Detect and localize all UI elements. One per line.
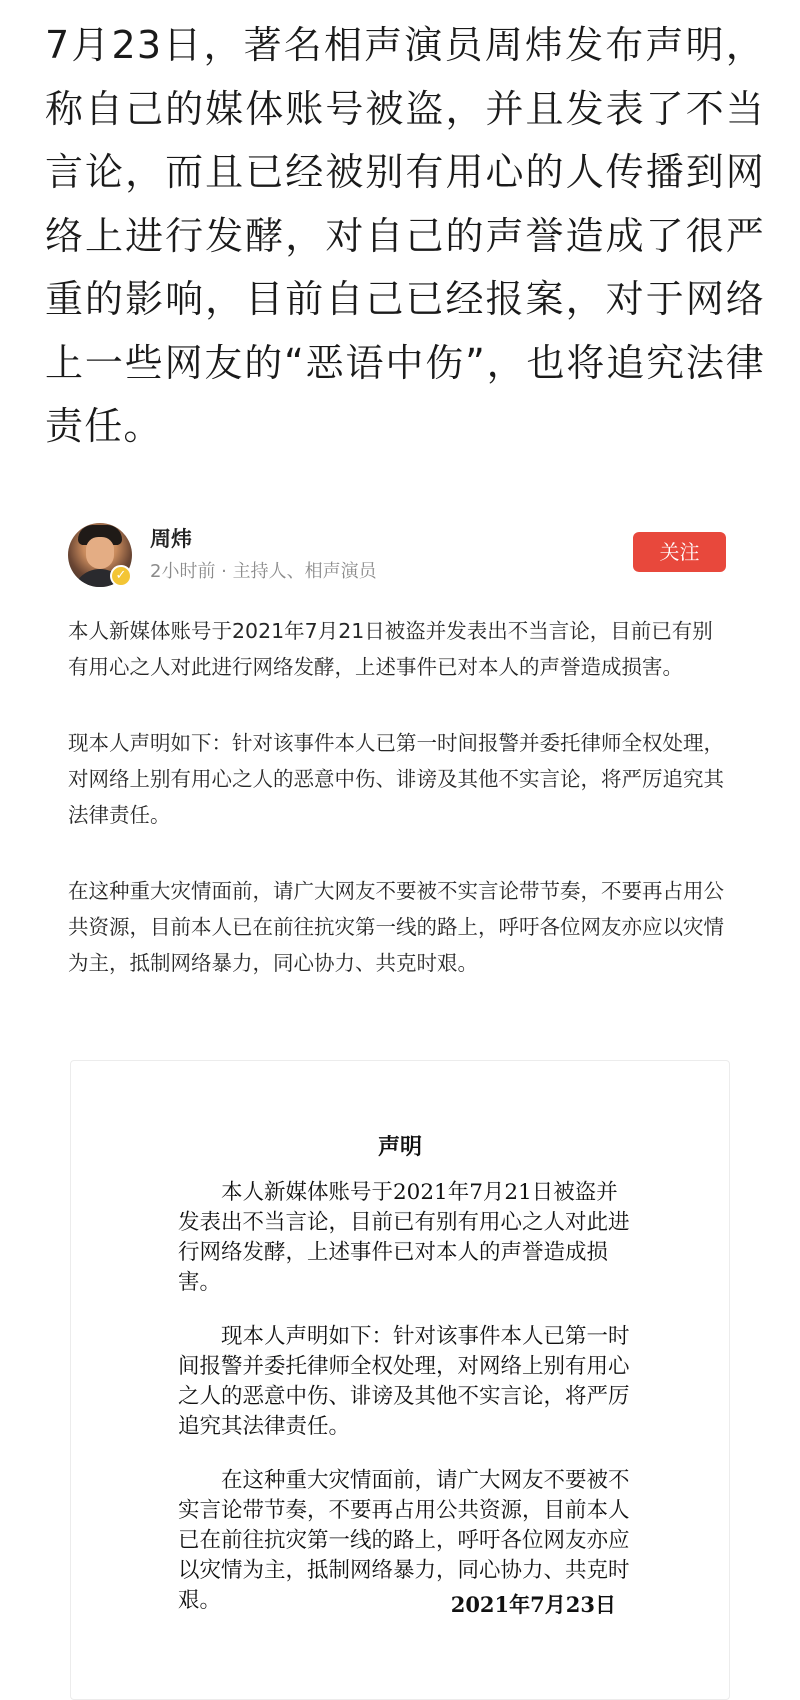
follow-button[interactable]: 关注 <box>633 532 726 572</box>
user-name[interactable]: 周炜 <box>150 527 192 551</box>
post-paragraph-2: 现本人声明如下：针对该事件本人已第一时间报警并委托律师全权处理，对网络上别有用心之人的恶意中伤、诽谤及其他不实言论，将严厉追究其法律责任。 <box>68 731 724 827</box>
statement-paragraph-1: 本人新媒体账号于2021年7月21日被盗并发表出不当言论，目前已有别有用心之人对此进行网络发酵，上述事件已对本人的声誉造成损害。 <box>178 1180 630 1295</box>
statement-date: 2021年7月23日 <box>450 1592 616 1617</box>
statement-image[interactable] <box>70 1060 730 1700</box>
post-paragraph-3: 在这种重大灾情面前，请广大网友不要被不实言论带节奏，不要再占用公共资源，目前本人已在前往抗灾第一线的路上，呼吁各位网友亦应以灾情为主，抵制网络暴力，同心协力、共克时艰。 <box>68 879 724 975</box>
post-paragraph-1: 本人新媒体账号于2021年7月21日被盗并发表出不当言论，目前已有别有用心之人对此进行网络发酵，上述事件已对本人的声誉造成损害。 <box>68 619 713 679</box>
article-paragraph: 7月23日，著名相声演员周炜发布声明，称自己的媒体账号被盗，并且发表了不当言论，而且已经被别有用心的人传播到网络上进行发酵，对自己的声誉造成了很严重的影响，目前自己已经报案，对于网络上一些网友的“恶语中伤”，也将追究法律责任。 <box>45 23 765 448</box>
post-meta: 2小时前 · 主持人、相声演员 <box>150 561 377 582</box>
verified-badge-icon: ✓ <box>110 565 132 587</box>
post-header <box>68 523 738 593</box>
statement-title: 声明 <box>377 1134 422 1160</box>
statement-paragraph-2: 现本人声明如下：针对该事件本人已第一时间报警并委托律师全权处理，对网络上别有用心之人的恶意中伤、诽谤及其他不实言论，将严厉追究其法律责任。 <box>178 1324 630 1439</box>
statement-body <box>178 1178 633 1640</box>
avatar-face <box>86 537 114 569</box>
post-body <box>68 613 733 1021</box>
statement-paragraph-3: 在这种重大灾情面前，请广大网友不要被不实言论带节奏，不要再占用公共资源，目前本人已在前往抗灾第一线的路上，呼吁各位网友亦应以灾情为主，抵制网络暴力，同心协力、共克时艰。 <box>178 1468 630 1613</box>
